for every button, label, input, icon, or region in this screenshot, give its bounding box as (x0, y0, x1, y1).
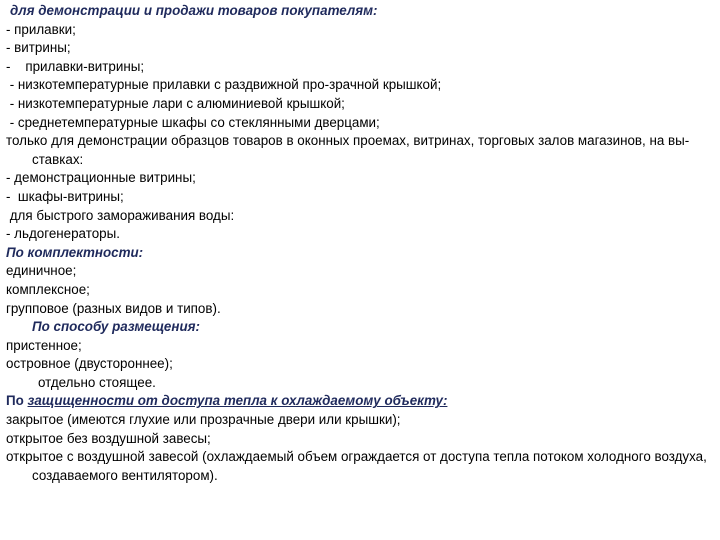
heading-underlined-text: защищенности от доступа тепла к охлаждаемому объекту: (27, 393, 448, 409)
list-item: - среднетемпературные шкафы со стеклянными дверцами; (6, 114, 380, 130)
list-item: - низкотемпературные лари с алюминиевой крышкой; (6, 95, 345, 111)
document-body (6, 2, 712, 485)
paragraph-quick-freeze: для быстрого замораживания воды: (6, 207, 235, 223)
section-heading-heat-protection (6, 392, 712, 411)
list-item: - шкафы-витрины; (6, 188, 124, 204)
section-heading-completeness: По комплектности: (6, 244, 144, 260)
list-item: - демонстрационные витрины; (6, 170, 196, 186)
list-item: комплексное; (6, 281, 90, 297)
section-heading-placement: По способу размещения: (32, 319, 200, 335)
heading-prefix: По (6, 393, 28, 409)
list-item: - витрины; (6, 40, 71, 56)
list-item: групповое (разных видов и типов). (6, 300, 221, 316)
list-item: - льдогенераторы. (6, 226, 120, 242)
list-item: закрытое (имеются глухие или прозрачные двери или крышки); (6, 412, 401, 428)
paragraph-demo-only: только для демонстрации образцов товаров в оконных проемах, витринах, торговых залов магазинов, на вы-ставках: (6, 133, 690, 167)
subheading-display-and-sale: для демонстрации и продажи товаров покупателям: (10, 3, 378, 18)
list-item: отдельно стоящее. (38, 374, 156, 390)
list-item: открытое с воздушной завесой (охлаждаемый объем ограждается от доступа тепла потоком холодного воздуха, создаваемого вентилятором). (6, 449, 707, 483)
list-item: пристенное; (6, 337, 82, 353)
list-item: открытое без воздушной завесы; (6, 430, 211, 446)
list-item: единичное; (6, 263, 77, 279)
list-item: - низкотемпературные прилавки с раздвижной про-зрачной крышкой; (6, 77, 442, 93)
list-item: - прилавки; (6, 21, 76, 37)
list-item: - прилавки-витрины; (6, 58, 145, 74)
list-item: островное (двустороннее); (6, 356, 173, 372)
